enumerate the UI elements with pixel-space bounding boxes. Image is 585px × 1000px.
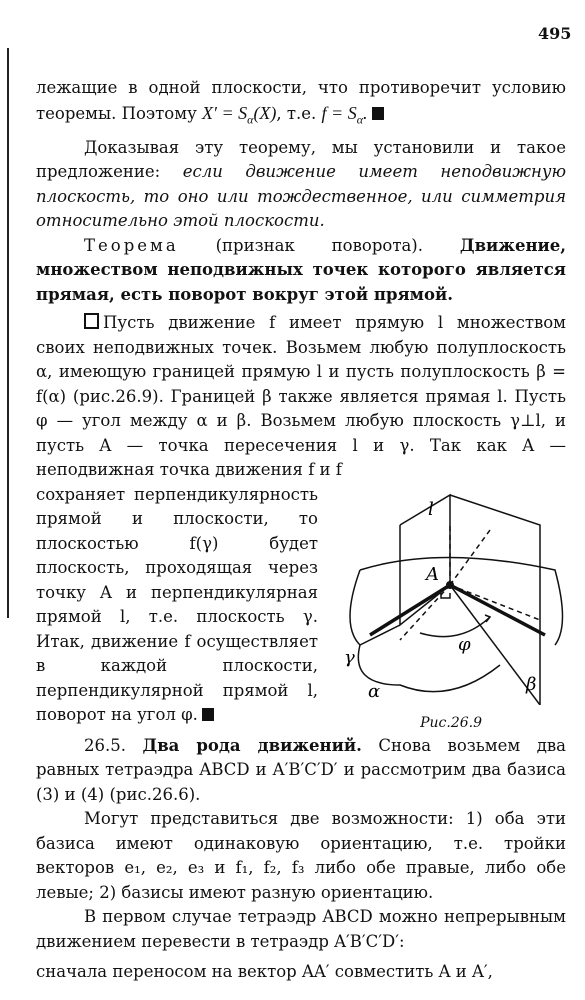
- section-26-5: [36, 734, 566, 808]
- p1-line1: лежащие в одной плоскости, что противоречит условию: [36, 78, 566, 97]
- label-beta: β: [526, 673, 537, 695]
- page-body: [36, 76, 566, 985]
- section-text: Снова возьмем два равных тетраэдра ABCD и A′B′C′D′ и рассмотрим два базиса (3) и (4) (рис.26.6).: [36, 735, 567, 804]
- p1-line2b: , т.е.: [276, 103, 322, 123]
- theorem: [36, 234, 566, 308]
- label-a: A: [426, 563, 439, 585]
- paragraph-last: [36, 960, 566, 985]
- section-title: Два рода движений.: [142, 735, 362, 755]
- label-gamma: γ: [344, 646, 355, 668]
- p2-text: Доказывая эту теорему, мы установили и такое предложение:: [36, 137, 566, 182]
- section-number: 26.5.: [84, 735, 126, 755]
- float-area: [36, 483, 566, 731]
- paragraph-1: [36, 76, 566, 132]
- page-number: 495: [538, 24, 572, 43]
- paragraph-2: [36, 136, 566, 234]
- label-phi: φ: [458, 633, 471, 655]
- proof-paragraph: [36, 311, 566, 483]
- two-cases-text: Могут представиться две возможности: 1) оба эти базиса имеют одинаковую ориентацию, т.е. тройки векторов e₁, e₂, e₃ и f₁, f₂, f₃ либо обе правые, либо обе левые; 2) базисы имеют разную ориентацию.: [36, 809, 566, 902]
- paragraph-two-cases: [36, 807, 566, 905]
- paragraph-first-case: [36, 905, 566, 954]
- proof-start-icon: [84, 313, 99, 329]
- proof-float-body: сохраняет перпендикулярность прямой и плоскости, то плоскостью f(γ) будет плоскость, проходящая через точку A и перпендикулярная прямой l, т.е. плоскость γ. Итак, движение f осуществляет в каждой плоскости, перпендикулярной прямой l, поворот на угол φ.: [36, 484, 318, 725]
- label-l: l: [428, 498, 434, 520]
- p2-italic: если движение имеет неподвижную плоскость, то оно или тождественное, или симметрия относительно этой плоскости.: [36, 162, 566, 231]
- p1-line2a: теоремы. Поэтому: [36, 103, 203, 123]
- proof-float-text: [36, 483, 318, 728]
- last-line-text: сначала переносом на вектор AA′ совместить A и A′,: [36, 962, 493, 982]
- margin-rule: [7, 48, 9, 618]
- end-of-proof-icon: [372, 107, 384, 120]
- end-of-proof-icon: [202, 708, 214, 721]
- first-case-text: В первом случае тетраэдр ABCD можно непрерывным движением перевести в тетраэдр A′B′C′D′:: [36, 907, 566, 951]
- theorem-paren: (признак поворота).: [178, 235, 460, 255]
- figure-26-9: [340, 485, 570, 731]
- theorem-word: Теорема: [84, 235, 179, 255]
- rotation-diagram: [340, 485, 570, 705]
- label-alpha: α: [368, 680, 381, 702]
- formula-f: $f = S_\alpha$.: [321, 102, 368, 127]
- proof-text: Пусть движение f имеет прямую l множеством своих неподвижных точек. Возьмем любую полуплоскость α, имеющую границей прямую l и пусть полуплоскость β = f(α) (рис.26.9). Границей β также является прямая l. Пусть φ — угол между α и β. Возьмем любую плоскость γ⊥l, и пусть A — точка пересечения l и γ. Так как A — неподвижная точка движения f и f: [36, 313, 566, 480]
- theorem-statement: Движение, множеством неподвижных точек которого является прямая, есть поворот вокруг этой прямой.: [36, 235, 566, 304]
- figure-caption: Рис.26.9: [420, 714, 482, 731]
- formula-x: $X' = S_\alpha(X)$: [202, 102, 277, 127]
